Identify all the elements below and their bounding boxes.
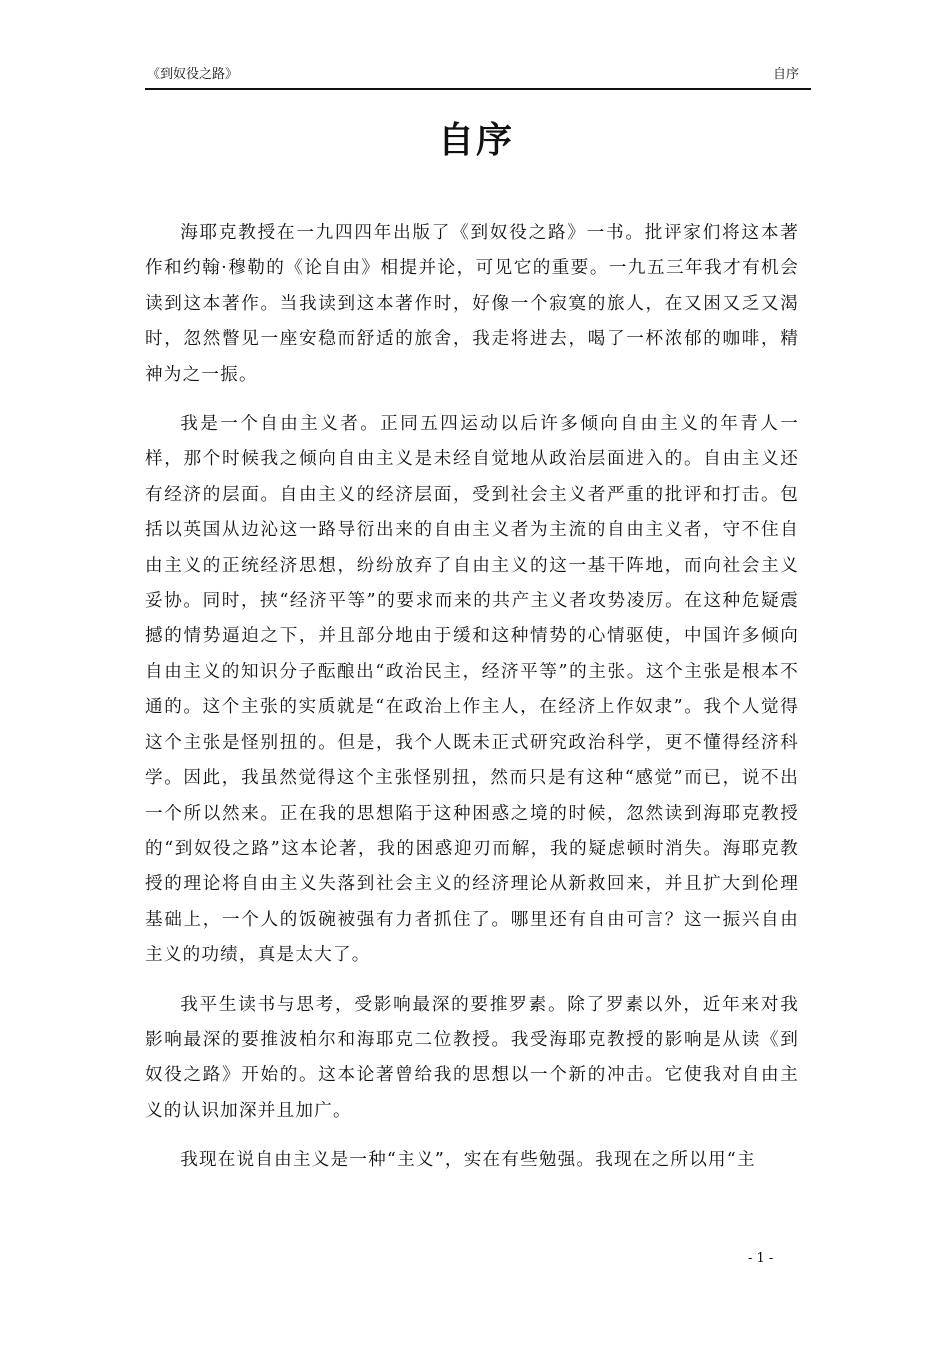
body-text [145,216,799,1238]
paragraph-3: 我平生读书与思考，受影响最深的要推罗素。除了罗素以外，近年来对我影响最深的要推波柏尔和海耶克二位教授。我受海耶克教授的影响是从读《到奴役之路》开始的。这本论著曾给我的思想以一个新的冲击。它使我对自由主义的认识加深并且加广。 [145,994,799,1121]
header-section-title: 自序 [772,67,799,82]
page-number: - 1 - [748,1251,774,1266]
header-book-title: 《到奴役之路》 [147,67,239,82]
running-header [145,64,811,90]
paragraph-4: 我现在说自由主义是一种“主义”，实在有些勉强。我现在之所以用“主 [180,1150,756,1171]
paragraph-2: 我是一个自由主义者。正同五四运动以后许多倾向自由主义的年青人一样，那个时候我之倾向自由主义是未经自觉地从政治层面进入的。自由主义还有经济的层面。自由主义的经济层面，受到社会主义者严重的批评和打击。包括以英国从边沁这一路导衍出来的自由主义者为主流的自由主义者，守不住自由主义的正统经济思想，纷纷放弃了自由主义的这一基干阵地，而向社会主义妥协。同时，挟“经济平等”的要求而来的共产主义者攻势凌厉。在这种危疑震撼的情势逼迫之下，并且部分地由于缓和这种情势的心情驱使，中国许多倾向自由主义的知识分子酝酿出“政治民主，经济平等”的主张。这个主张是根本不通的。这个主张的实质就是“在政治上作主人，在经济上作奴隶”。我个人觉得这个主张是怪别扭的。但是，我个人既未正式研究政治科学，更不懂得经济科学。因此，我虽然觉得这个主张怪别扭，然而只是有这种“感觉”而已，说不出一个所以然来。正在我的思想陷于这种困惑之境的时候，忽然读到海耶克教授的“到奴役之路”这本论著，我的困惑迎刃而解，我的疑虑顿时消失。海耶克教授的理论将自由主义失落到社会主义的经济理论从新救回来，并且扩大到伦理基础上，一个人的饭碗被强有力者抓住了。哪里还有自由可言？这一振兴自由主义的功绩，真是太大了。 [145,414,799,966]
paragraph-1: 海耶克教授在一九四四年出版了《到奴役之路》一书。批评家们将这本著作和约翰·穆勒的《论自由》相提并论，可见它的重要。一九五三年我才有机会读到这本著作。当我读到这本著作时，好像一个寂寞的旅人，在又困又乏又渴时，忽然瞥见一座安稳而舒适的旅舍，我走将进去，喝了一杯浓郁的咖啡，精神为之一振。 [145,223,799,385]
page-title: 自序 [437,120,514,161]
